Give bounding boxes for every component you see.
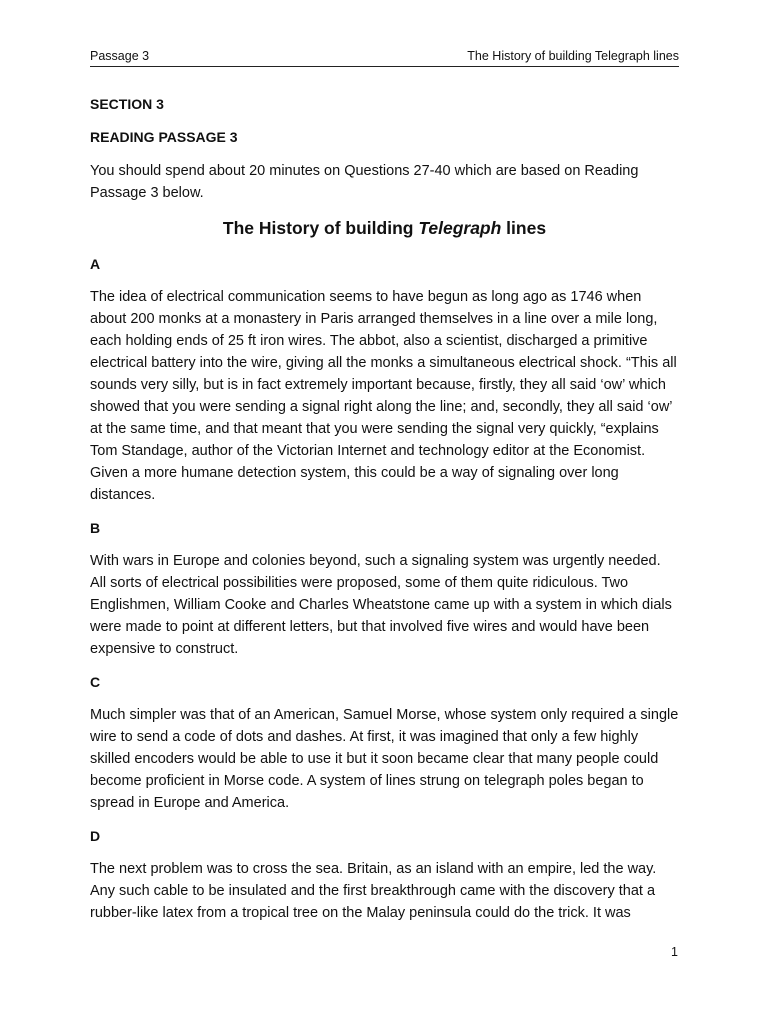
section-letter-d: D [90,828,101,844]
title-suffix: lines [501,218,547,238]
header-passage-label: Passage 3 [90,49,150,63]
section-letter-b: B [90,520,101,536]
page-number: 1 [671,945,678,959]
running-header [90,46,679,67]
title-prefix: The History of building [222,218,419,238]
paragraph-b: With wars in Europe and colonies beyond, such a signaling system was urgently needed. All sorts of electrical possibilities were proposed, some of them quite ridiculous. Two Englishmen, William Cooke and Charles Wheatstone came up with a system in which dials were made to point at different letters, but that involved five wires and would have been expensive to construct. [90,553,672,657]
title-italic-word: Telegraph [418,218,502,238]
passage-label: READING PASSAGE 3 [90,129,238,145]
passage-title [90,216,679,240]
section-label: SECTION 3 [90,96,164,112]
page-content [90,94,679,936]
paragraph-a: The idea of electrical communication seems to have begun as long ago as 1746 when about 200 monks at a monastery in Paris arranged themselves in a line over a mile long, each holding ends of 25 ft iron wires. The abbot, also a scientist, discharged a primitive electrical battery into the wire, giving all the monks a simultaneous electrical shock. “This all sounds very silly, but is in fact extremely important because, firstly, they all said ‘ow’ which showed that you were sending a signal right along the line; and, secondly, they all said ‘ow’ at the same time, and that meant that you were sending the signal very quickly, “explains Tom Standage, author of the Victorian Internet and technology editor at the Economist. Given a more humane detection system, this could be a way of signaling over long distances. [90,289,677,503]
paragraph-c: Much simpler was that of an American, Samuel Morse, whose system only required a single wire to send a code of dots and dashes. At first, it was imagined that only a few highly skilled encoders would be able to use it but it soon became clear that many people could become proficient in Morse code. A system of lines strung on telegraph poles began to spread in Europe and America. [90,707,679,811]
section-letter-c: C [90,674,101,690]
section-letter-a: A [90,256,101,272]
paragraph-d: The next problem was to cross the sea. Britain, as an island with an empire, led the way. Any such cable to be insulated and the first breakthrough came with the discovery that a rubber-like latex from a tropical tree on the Malay peninsula could do the trick. It was [90,861,657,921]
intro-instructions: You should spend about 20 minutes on Questions 27-40 which are based on Reading Passage 3 below. [90,163,639,201]
header-document-title: The History of building Telegraph lines [467,49,679,63]
